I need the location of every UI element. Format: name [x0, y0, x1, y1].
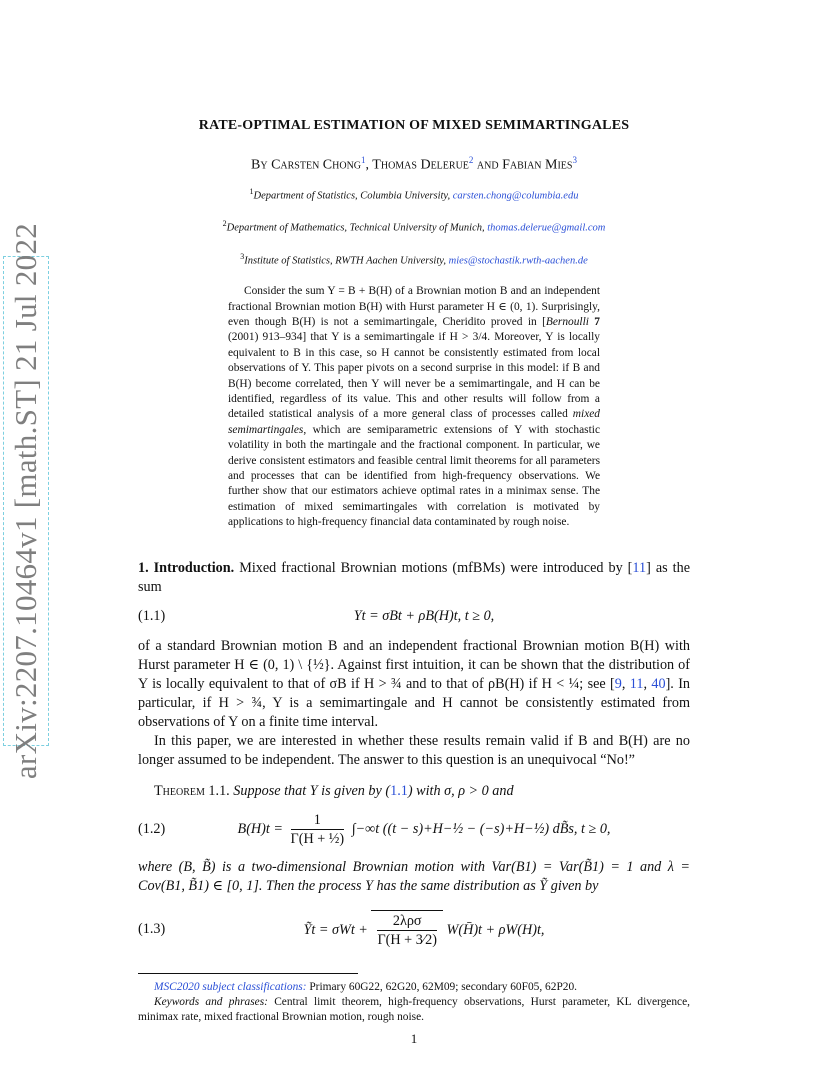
author-2: Thomas Delerue [372, 157, 469, 173]
arxiv-identifier: arXiv:2207.10464v1 [math.ST] 21 Jul 2022 [8, 222, 43, 780]
body-text: ]. In particular, if H > ¾, Y is a semimartingale and H cannot be consistently estimated from observations of Y on a finite time interval. [138, 675, 691, 730]
equation-reference[interactable]: 1.1 [390, 782, 408, 799]
affiliation-3 [138, 247, 690, 271]
keywords-label: Keywords and phrases: [154, 995, 268, 1008]
fraction-denominator: Γ(H + ½) [290, 830, 345, 847]
author-sep: and [473, 157, 503, 173]
author-1: Carsten Chong [271, 157, 362, 173]
email-link[interactable]: mies@stochastik.rwth-aachen.de [448, 255, 588, 267]
equation-part: ∫−∞t ((t − s)+H−½ − (−s)+H−½) dB̃s, t ≥ 0, [348, 820, 611, 837]
citation-link[interactable]: 11 [629, 675, 644, 692]
abstract [228, 284, 600, 531]
intro-paragraph [138, 637, 690, 732]
affiliation-text: Institute of Statistics, RWTH Aachen University, [244, 255, 449, 267]
affiliation-text: Department of Statistics, Columbia University, [253, 190, 453, 202]
author-3: Fabian Mies [502, 157, 573, 173]
affiliation-mark: 2 [222, 219, 227, 229]
by-label: By [251, 157, 268, 173]
citation-link[interactable]: 9 [614, 675, 622, 692]
equation-body [198, 910, 690, 949]
affiliation-1 [138, 182, 690, 206]
theorem-statement [138, 782, 690, 801]
citation-link[interactable]: 11 [632, 559, 647, 576]
journal-volume: 7 [588, 315, 600, 328]
affiliation-mark: 1 [249, 186, 254, 196]
abstract-text: Consider the sum Y = B + B(H) of a Brownian motion B and an independent fractional Brownian motion B(H) with Hurst parameter H ∈ (0, 1). Surprisingly, even though B(H) is not a semimartingale, Cheridito proved in [ [228, 285, 600, 328]
arxiv-stamp [3, 222, 49, 780]
equation-label: (1.1) [138, 608, 166, 625]
footnote-msc [138, 980, 690, 995]
affiliation-text: Department of Mathematics, Technical University of Munich, [226, 222, 488, 234]
equation-body [198, 811, 690, 848]
equation-part: Ỹt = σWt + [303, 921, 372, 938]
theorem-heading: Theorem 1.1. [154, 782, 230, 799]
body-text: , [643, 675, 652, 692]
equation-fraction [377, 912, 437, 949]
equation-part: B(H)t = [237, 820, 287, 837]
equation-label: (1.2) [138, 820, 166, 837]
author-sep: , [365, 157, 373, 173]
square-root [371, 910, 443, 949]
author-line [138, 151, 690, 175]
equation-label: (1.3) [138, 920, 166, 937]
footnote-divider [138, 973, 358, 974]
msc-link[interactable]: MSC2020 subject classifications: [154, 980, 307, 993]
body-text: of a standard Brownian motion B and an independent fractional Brownian motion B(H) with Hurst parameter H ∈ (0, 1) \ {½}. Against first intuition, it can be shown that the distribution of Y is locally equivalent to that of σB if H > ¾ and to that of ρB(H) if H < ¼; see [ [138, 637, 690, 692]
author-1-mark[interactable]: 1 [361, 155, 366, 165]
body-text: Mixed fractional Brownian motions (mfBMs) were introduced by [ [234, 559, 633, 576]
intro-paragraph: In this paper, we are interested in whether these results remain valid if B and B(H) are no longer assumed to be independent. The answer to this question is an unequivocal “No!” [138, 732, 690, 768]
page-number: 1 [410, 1030, 418, 1046]
abstract-text: (2001) 913–934] that Y is a semimartingale if H > 3/4. Moreover, Y is locally equivalent to B in this case, so H cannot be consistently estimated from local observations of Y. This paper pivots on a second surprise in this model: if B and B(H) become correlated, then Y will never be a semimartingale, and H can be identified, regardless of its value. This and other results will follow from a detailed statistical analysis of a more general class of processes called [228, 331, 600, 421]
theorem-text: Suppose that Y is given by ( [229, 782, 391, 799]
fraction-numerator: 2λρσ [377, 912, 437, 931]
introduction-section [138, 559, 690, 597]
email-link[interactable]: carsten.chong@columbia.edu [452, 190, 579, 202]
equation-1-2 [138, 811, 690, 848]
citation-link[interactable]: 40 [651, 675, 666, 692]
author-3-mark[interactable]: 3 [572, 155, 577, 165]
paper-title: RATE-OPTIMAL ESTIMATION OF MIXED SEMIMARTINGALES [198, 118, 630, 133]
footnote-text: Primary 60G22, 62G20, 62M09; secondary 60F05, 62P20. [306, 980, 578, 993]
abstract-text: , which are semiparametric extensions of Y with stochastic volatility in both the martingale and the fractional component. In particular, we derive consistent estimators and feasible central limit theorems for all parameters and processes that can be identified from high-frequency observations. We further show that our estimators achieve optimal rates in a minimax sense. The estimation of mixed semimartingales with correlation is motivated by applications to high-frequency financial data contaminated by rough noise. [228, 423, 600, 529]
theorem-text: ) with σ, ρ > 0 and [407, 782, 514, 799]
author-2-mark[interactable]: 2 [468, 155, 474, 165]
journal-name: Bernoulli [545, 315, 589, 328]
footnote-text: Central limit theorem, high-frequency observations, Hurst parameter, KL divergence, minimax rate, mixed fractional Brownian motion, rough noise. [138, 995, 690, 1023]
body-text: ] as the sum [138, 559, 691, 595]
email-link[interactable]: thomas.delerue@gmail.com [487, 222, 606, 234]
equation-part: W(H̄)t + ρW(H)t, [443, 921, 545, 938]
theorem-text: where (B, B̃) is a two-dimensional Brownian motion with Var(B1) = Var(B̃1) = 1 and λ = Cov(B1, B̃1) ∈ [0, 1]. Then the process Y has the same distribution as Ỹ given by [138, 858, 690, 894]
footnote-keywords [138, 995, 690, 1025]
affiliation-2 [138, 214, 690, 238]
fraction-numerator: 1 [291, 811, 345, 830]
affiliation-mark: 3 [240, 251, 245, 261]
fraction-denominator: Γ(H + 3⁄2) [377, 931, 437, 948]
paper-page [138, 112, 690, 1048]
abstract-emphasis: mixed semimartingales [228, 408, 600, 436]
equation-body: Yt = σBt + ρB(H)t, t ≥ 0, [353, 608, 495, 625]
section-heading: 1. Introduction. [138, 559, 235, 576]
body-text: , [621, 675, 630, 692]
equation-1-3 [138, 910, 690, 949]
equation-1-1 [138, 605, 690, 629]
equation-fraction [291, 811, 345, 848]
